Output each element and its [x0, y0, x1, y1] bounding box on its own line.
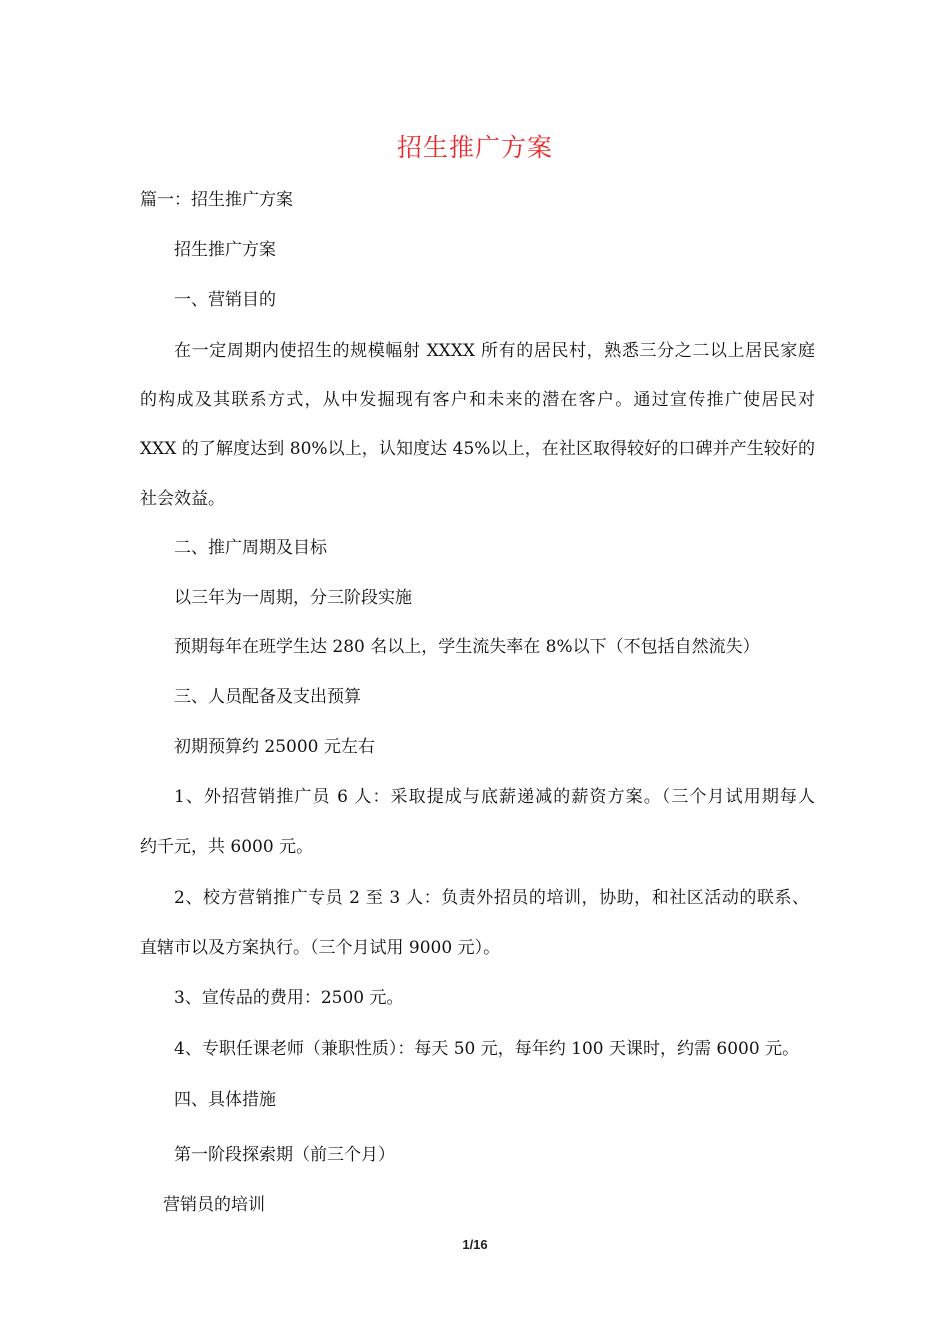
- section-heading-staffing: 三、人员配备及支出预算: [174, 687, 361, 707]
- paragraph-line: 在一定周期内使招生的规模幅射 XXXX 所有的居民村，熟悉三分之二以上居民家庭: [174, 341, 815, 361]
- paragraph-line: 以三年为一周期，分三阶段实施: [174, 588, 412, 608]
- document-title: 招生推广方案: [396, 133, 553, 162]
- page-number: 1/16: [462, 1237, 488, 1252]
- paragraph-line: 1、外招营销推广员 6 人：采取提成与底薪递减的薪资方案。（三个月试用期每人: [174, 787, 815, 807]
- paragraph-line: 第一阶段探索期（前三个月）: [174, 1145, 395, 1165]
- paragraph-line: 2、校方营销推广专员 2 至 3 人：负责外招员的培训，协助，和社区活动的联系、: [174, 888, 809, 908]
- paragraph-line: 4、专职任课老师（兼职性质）：每天 50 元，每年约 100 天课时，约需 6000 元。: [174, 1039, 800, 1059]
- paragraph-line: 的构成及其联系方式，从中发掘现有客户和未来的潜在客户。通过宣传推广使居民对: [140, 390, 815, 410]
- paragraph-line: 初期预算约 25000 元左右: [174, 737, 375, 757]
- paragraph-line: 约千元，共 6000 元。: [140, 837, 314, 857]
- paragraph-line: XXX 的了解度达到 80%以上，认知度达 45%以上，在社区取得较好的口碑并产生较好的: [140, 439, 815, 459]
- section-heading-marketing-goal: 一、营销目的: [174, 290, 276, 310]
- paragraph-line: 直辖市以及方案执行。（三个月试用 9000 元）。: [140, 938, 501, 958]
- paragraph-line: 营销员的培训: [163, 1195, 265, 1215]
- paragraph-line: 3、宣传品的费用：2500 元。: [174, 988, 404, 1008]
- section-heading-chapter: 篇一：招生推广方案: [140, 190, 293, 210]
- subtitle: 招生推广方案: [174, 240, 276, 260]
- section-heading-measures: 四、具体措施: [174, 1090, 276, 1110]
- paragraph-line: 预期每年在班学生达 280 名以上，学生流失率在 8%以下（不包括自然流失）: [174, 637, 760, 657]
- paragraph-line: 社会效益。: [140, 489, 225, 509]
- section-heading-cycle: 二、推广周期及目标: [174, 538, 327, 558]
